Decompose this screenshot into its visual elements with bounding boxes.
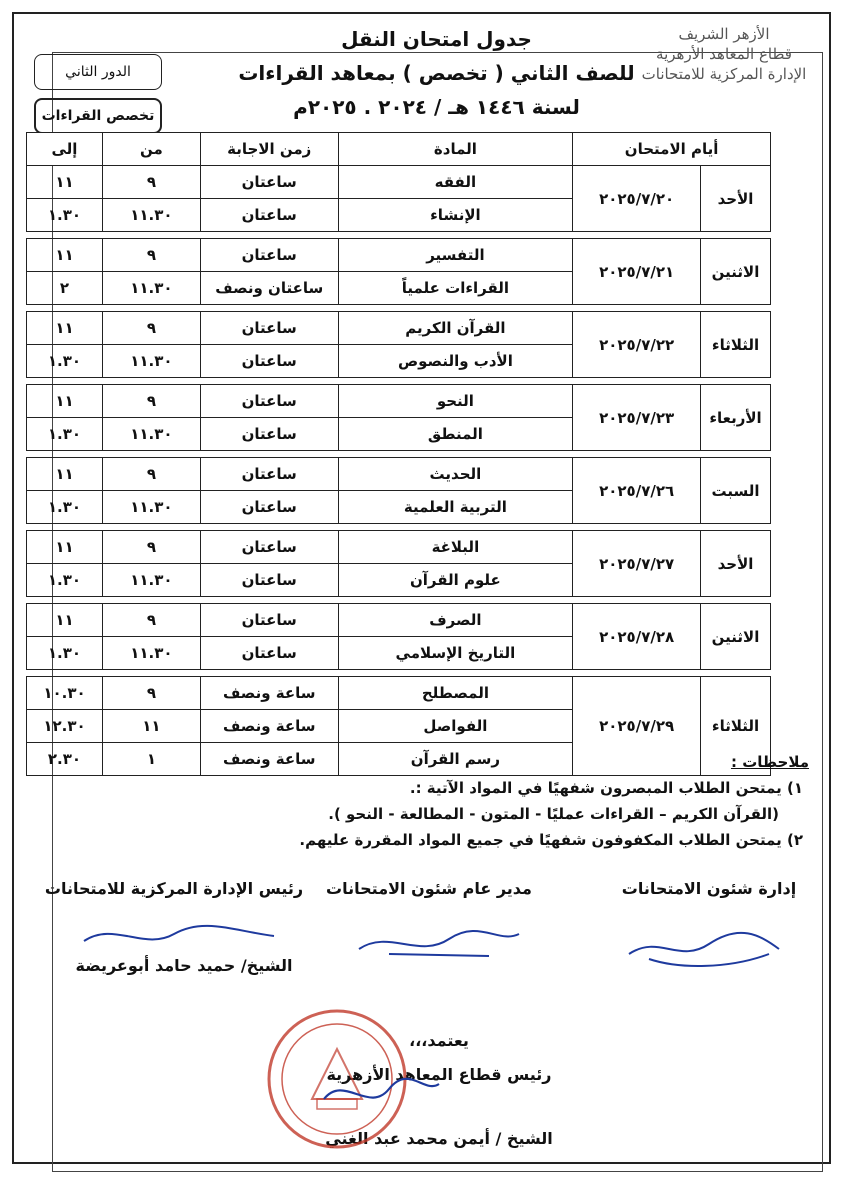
date-cell: ٢٠٢٥/٧/٢٨ — [573, 604, 701, 670]
table-row — [27, 604, 771, 637]
from-cell: ١ — [102, 743, 200, 776]
to-cell: ١١ — [27, 312, 103, 345]
header-duration: زمن الاجابة — [200, 133, 338, 166]
sector-head-title: رئيس قطاع المعاهد الأزهرية — [326, 1065, 552, 1084]
duration-cell: ساعتان — [200, 637, 338, 670]
date-cell: ٢٠٢٥/٧/٢٢ — [573, 312, 701, 378]
header-subject: المادة — [338, 133, 573, 166]
group-spacer — [27, 305, 771, 312]
duration-cell: ساعتان — [200, 345, 338, 378]
to-cell: ٢.٣٠ — [27, 743, 103, 776]
spacer-cell — [27, 597, 771, 604]
subject-cell: التفسير — [338, 239, 573, 272]
group-spacer — [27, 524, 771, 531]
sector-head-name: الشيخ / أيمن محمد عبد الغني — [325, 1129, 553, 1148]
from-cell: ١١.٣٠ — [102, 199, 200, 232]
from-cell: ٩ — [102, 531, 200, 564]
academic-year: لسنة ١٤٤٦ هـ / ٢٠٢٤ . ٢٠٢٥م — [293, 95, 580, 119]
table-row — [27, 312, 771, 345]
central-head-signature — [74, 916, 284, 956]
day-cell: الأربعاء — [701, 385, 771, 451]
table-row — [27, 531, 771, 564]
from-cell: ١١.٣٠ — [102, 491, 200, 524]
to-cell: ١.٣٠ — [27, 418, 103, 451]
from-cell: ١١.٣٠ — [102, 345, 200, 378]
from-cell: ٩ — [102, 677, 200, 710]
to-cell: ١.٣٠ — [27, 199, 103, 232]
header-to: إلى — [27, 133, 103, 166]
notes-section — [89, 749, 809, 853]
to-cell: ١.٣٠ — [27, 345, 103, 378]
from-cell: ٩ — [102, 166, 200, 199]
spacer-cell — [27, 378, 771, 385]
general-manager-signature-title: مدير عام شئون الامتحانات — [326, 879, 532, 898]
day-cell: السبت — [701, 458, 771, 524]
day-cell: الأحد — [701, 166, 771, 232]
from-cell: ١١ — [102, 710, 200, 743]
to-cell: ١١ — [27, 458, 103, 491]
logo-line: الأزهر الشريف — [678, 25, 770, 43]
table-row — [27, 677, 771, 710]
day-cell: الثلاثاء — [701, 312, 771, 378]
duration-cell: ساعة ونصف — [200, 710, 338, 743]
subject-cell: البلاغة — [338, 531, 573, 564]
date-cell: ٢٠٢٥/٧/٢٠ — [573, 166, 701, 232]
notes-title: ملاحظات : — [730, 753, 809, 771]
header-exam-days: أيام الامتحان — [573, 133, 771, 166]
to-cell: ١٠.٣٠ — [27, 677, 103, 710]
note-text: يمتحن الطلاب المكفوفون شفهيًا في جميع المواد المقررة عليهم. — [299, 831, 782, 849]
subject-cell: الصرف — [338, 604, 573, 637]
document-header — [234, 22, 639, 124]
day-cell: الثلاثاء — [701, 677, 771, 776]
duration-cell: ساعتان — [200, 458, 338, 491]
exam-affairs-signature-title: إدارة شئون الامتحانات — [621, 879, 797, 898]
duration-cell: ساعتان — [200, 385, 338, 418]
subject-cell: النحو — [338, 385, 573, 418]
duration-cell: ساعتان — [200, 418, 338, 451]
table-row — [27, 458, 771, 491]
note-text: يمتحن الطلاب المبصرون شفهيًا في المواد الآتية :. — [409, 779, 782, 797]
date-cell: ٢٠٢٥/٧/٢٧ — [573, 531, 701, 597]
to-cell: ١.٣٠ — [27, 491, 103, 524]
spacer-cell — [27, 670, 771, 677]
logo-line: الإدارة المركزية للامتحانات — [641, 65, 807, 83]
subject-cell: المصطلح — [338, 677, 573, 710]
table-row — [27, 166, 771, 199]
to-cell: ١.٣٠ — [27, 637, 103, 670]
approval-label: يعتمد،،، — [409, 1031, 469, 1050]
exam-affairs-signature — [619, 914, 789, 974]
from-cell: ٩ — [102, 458, 200, 491]
document-subtitle: للصف الثاني ( تخصص ) بمعاهد القراءات — [238, 61, 635, 85]
day-cell: الأحد — [701, 531, 771, 597]
duration-cell: ساعتان — [200, 564, 338, 597]
logo-line: قطاع المعاهد الأزهرية — [656, 45, 792, 63]
general-manager-signature — [349, 914, 529, 969]
spacer-cell — [27, 305, 771, 312]
group-spacer — [27, 597, 771, 604]
to-cell: ١.٣٠ — [27, 564, 103, 597]
day-cell: الاثنين — [701, 239, 771, 305]
session-box: الدور الثاني — [34, 54, 162, 90]
duration-cell: ساعتان — [200, 491, 338, 524]
from-cell: ١١.٣٠ — [102, 564, 200, 597]
duration-cell: ساعتان — [200, 199, 338, 232]
subject-cell: التاريخ الإسلامي — [338, 637, 573, 670]
group-spacer — [27, 232, 771, 239]
subject-cell: الإنشاء — [338, 199, 573, 232]
to-cell: ١١ — [27, 531, 103, 564]
from-cell: ١١.٣٠ — [102, 637, 200, 670]
spacer-cell — [27, 524, 771, 531]
duration-cell: ساعتان — [200, 312, 338, 345]
day-cell: الاثنين — [701, 604, 771, 670]
group-spacer — [27, 378, 771, 385]
from-cell: ٩ — [102, 385, 200, 418]
note-item — [89, 775, 809, 801]
group-spacer — [27, 451, 771, 458]
from-cell: ١١.٣٠ — [102, 418, 200, 451]
header-from: من — [102, 133, 200, 166]
to-cell: ١١ — [27, 385, 103, 418]
to-cell: ٢ — [27, 272, 103, 305]
spacer-cell — [27, 451, 771, 458]
duration-cell: ساعتان — [200, 166, 338, 199]
to-cell: ١١ — [27, 604, 103, 637]
subject-cell: القرآن الكريم — [338, 312, 573, 345]
duration-cell: ساعتان — [200, 604, 338, 637]
duration-cell: ساعة ونصف — [200, 743, 338, 776]
sector-head-signature — [314, 1069, 444, 1119]
from-cell: ٩ — [102, 239, 200, 272]
date-cell: ٢٠٢٥/٧/٢١ — [573, 239, 701, 305]
subject-cell: المنطق — [338, 418, 573, 451]
from-cell: ٩ — [102, 312, 200, 345]
duration-cell: ساعتان ونصف — [200, 272, 338, 305]
subject-cell: علوم القرآن — [338, 564, 573, 597]
central-head-name: الشيخ/ حميد حامد أبوعريضة — [75, 956, 293, 975]
date-cell: ٢٠٢٥/٧/٢٦ — [573, 458, 701, 524]
note-item — [89, 827, 809, 853]
subject-cell: الأدب والنصوص — [338, 345, 573, 378]
table-row — [27, 385, 771, 418]
date-cell: ٢٠٢٥/٧/٢٩ — [573, 677, 701, 776]
spacer-cell — [27, 232, 771, 239]
specialty-box: تخصص القراءات — [34, 98, 162, 134]
azhar-logo — [639, 24, 809, 84]
subject-cell: رسم القرآن — [338, 743, 573, 776]
subject-cell: القراءات علمياً — [338, 272, 573, 305]
central-head-signature-title: رئيس الإدارة المركزية للامتحانات — [44, 879, 304, 898]
subject-cell: الفقه — [338, 166, 573, 199]
date-cell: ٢٠٢٥/٧/٢٣ — [573, 385, 701, 451]
to-cell: ١١ — [27, 166, 103, 199]
exam-schedule-document — [12, 12, 831, 1164]
note-number: ٢) — [786, 831, 803, 849]
subject-cell: الحديث — [338, 458, 573, 491]
schedule-table — [26, 132, 771, 776]
subject-cell: الفواصل — [338, 710, 573, 743]
from-cell: ٩ — [102, 604, 200, 637]
group-spacer — [27, 670, 771, 677]
note-number: ١) — [786, 779, 803, 797]
table-header-row — [27, 133, 771, 166]
duration-cell: ساعتان — [200, 239, 338, 272]
duration-cell: ساعة ونصف — [200, 677, 338, 710]
document-title: جدول امتحان النقل — [341, 27, 532, 51]
to-cell: ١٢.٣٠ — [27, 710, 103, 743]
note-subtext: (القرآن الكريم – القراءات عمليًا - المتون - المطالعة - النحو ). — [328, 805, 779, 823]
subject-cell: التربية العلمية — [338, 491, 573, 524]
to-cell: ١١ — [27, 239, 103, 272]
table-row — [27, 239, 771, 272]
duration-cell: ساعتان — [200, 531, 338, 564]
from-cell: ١١.٣٠ — [102, 272, 200, 305]
